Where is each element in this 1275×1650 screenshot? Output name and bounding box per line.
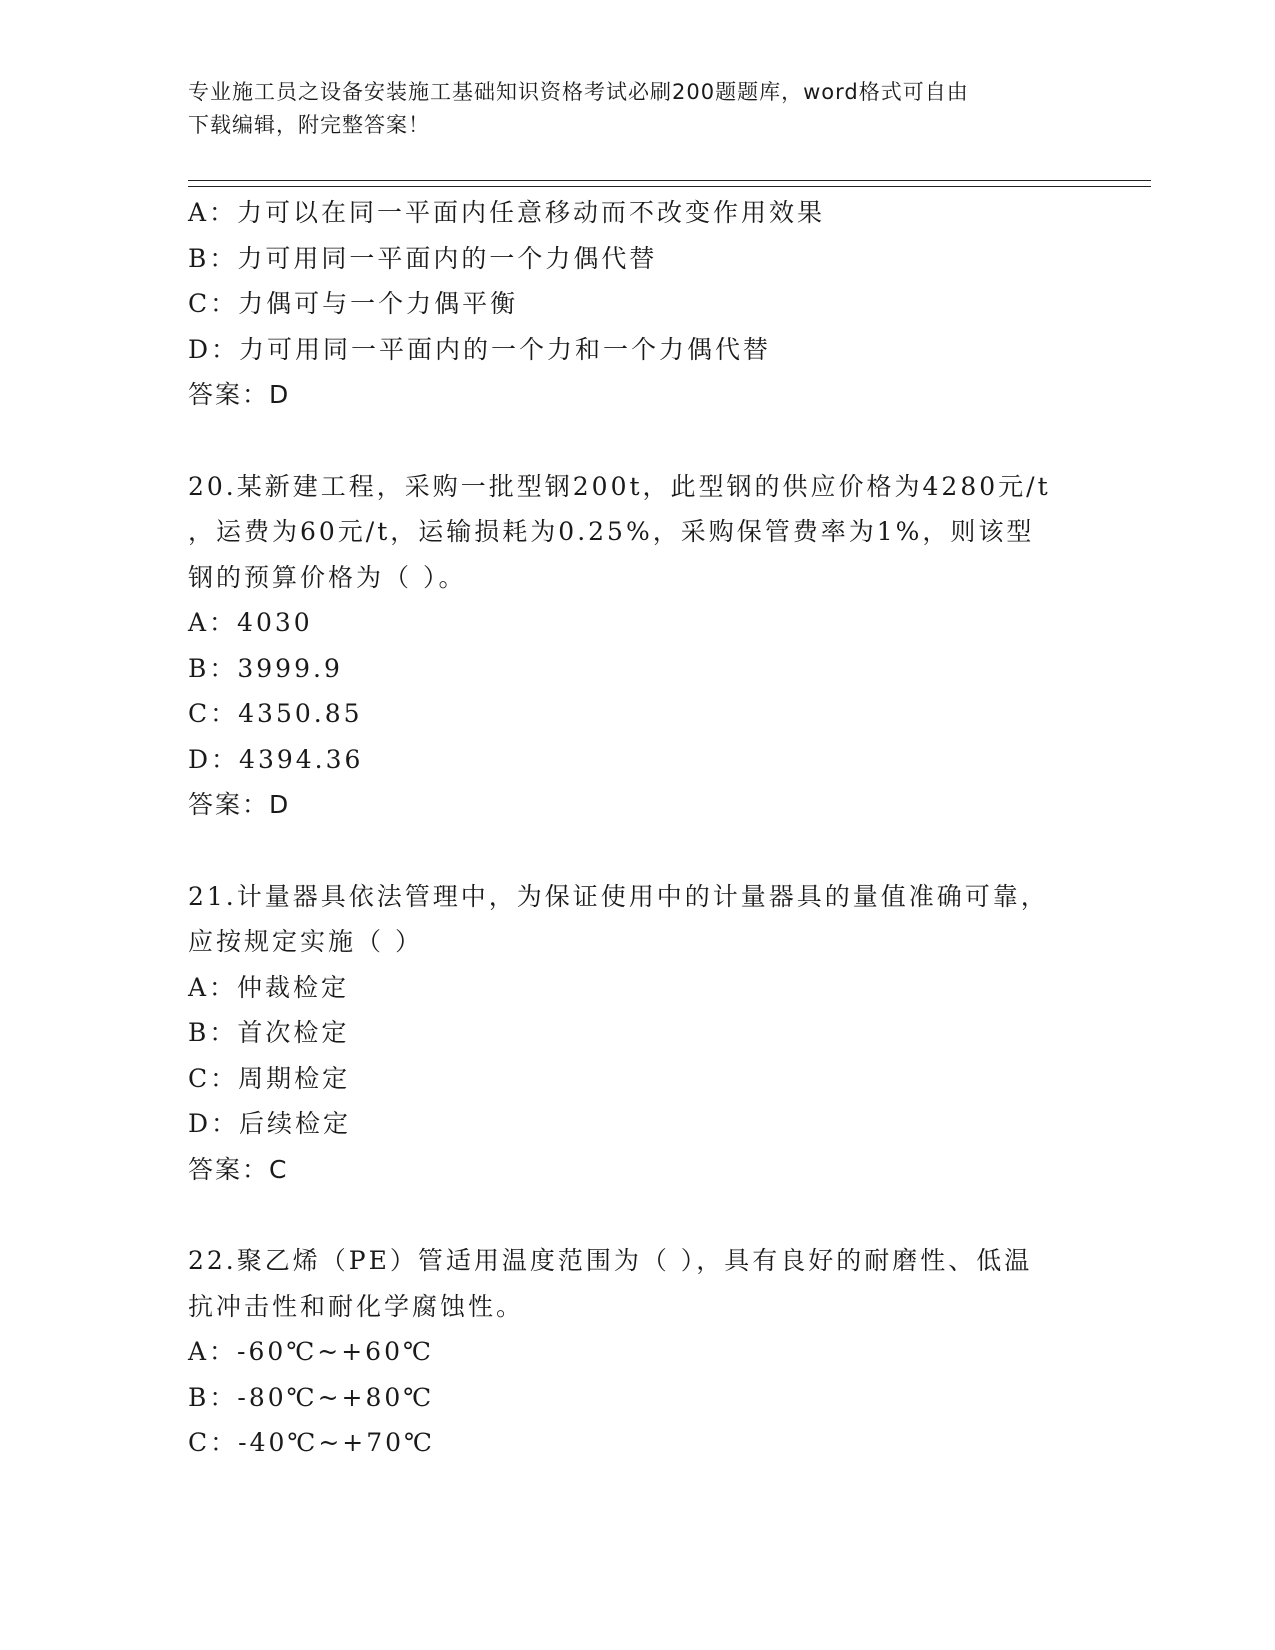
question-22 [188, 1238, 1088, 1466]
option-b: B：3999.9 [188, 653, 343, 683]
question-stem-line: 20.某新建工程，采购一批型钢200t，此型钢的供应价格为4280元/t [188, 471, 1051, 501]
question-stem-line: ，运费为60元/t，运输损耗为0.25%，采购保管费率为1%，则该型 [188, 517, 1035, 546]
answer: 答案：D [188, 380, 291, 409]
option-a: A：4030 [188, 608, 313, 637]
answer: 答案：C [188, 1154, 289, 1184]
option-a: A：仲裁检定 [188, 972, 350, 1002]
question-stem-line: 22.聚乙烯（PE）管适用温度范围为（ ），具有良好的耐磨性、低温 [188, 1246, 1033, 1275]
option-c: C：力偶可与一个力偶平衡 [188, 289, 519, 318]
option-d: D：力可用同一平面内的一个力和一个力偶代替 [188, 334, 772, 364]
option-c: C：4350.85 [188, 699, 363, 728]
question-21 [188, 874, 1088, 1193]
question-stem-line: 钢的预算价格为（ ）。 [188, 562, 467, 592]
option-a: A：力可以在同一平面内任意移动而不改变作用效果 [188, 198, 826, 227]
question-list [188, 190, 1088, 1466]
option-c: C：周期检定 [188, 1063, 351, 1093]
option-b: B：力可用同一平面内的一个力偶代替 [188, 243, 658, 273]
option-c: C：-40℃~+70℃ [188, 1428, 436, 1457]
header-divider-top [188, 180, 1151, 181]
question-stem-line: 抗冲击性和耐化学腐蚀性。 [188, 1291, 525, 1321]
header-divider-bottom [188, 186, 1151, 187]
option-d: D：后续检定 [188, 1109, 352, 1138]
option-b: B：-80℃~+80℃ [188, 1382, 435, 1412]
header-line-1: 专业施工员之设备安装施工基础知识资格考试必刷200题题库，word格式可自由 [188, 80, 969, 104]
question-stem-line: 21.计量器具依法管理中，为保证使用中的计量器具的量值准确可靠， [188, 881, 1049, 911]
document-header [188, 76, 1088, 142]
question-20 [188, 464, 1088, 828]
option-d: D：4394.36 [188, 744, 364, 774]
option-b: B：首次检定 [188, 1018, 350, 1047]
header-line-2: 下载编辑，附完整答案！ [188, 113, 430, 137]
option-a: A：-60℃~+60℃ [188, 1337, 434, 1366]
question-19 [188, 190, 1088, 418]
answer: 答案：D [188, 790, 291, 819]
question-stem-line: 应按规定实施（ ） [188, 927, 423, 956]
